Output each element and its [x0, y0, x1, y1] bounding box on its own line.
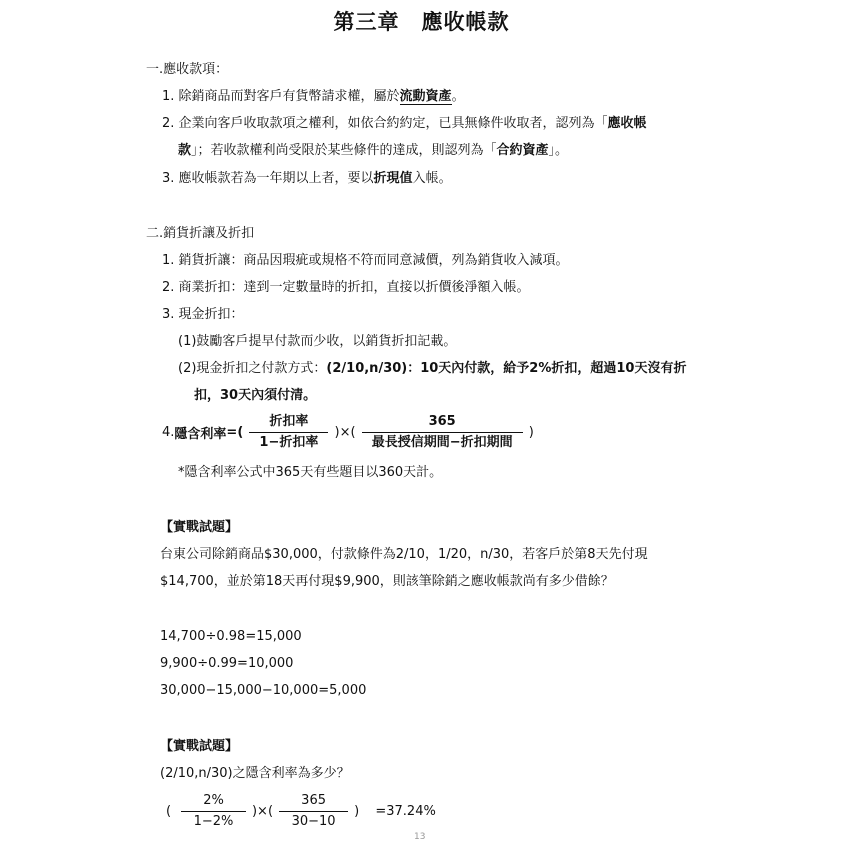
- item-number: 4.: [162, 425, 175, 440]
- period-fraction: [362, 414, 523, 451]
- calculation-line: 30,000−15,000−10,000=5,000: [160, 683, 367, 698]
- list-item: [162, 114, 647, 134]
- formula-close: ): [354, 804, 360, 819]
- item-text: 。: [451, 89, 465, 104]
- page-number: 13: [414, 832, 426, 842]
- fraction-denominator: 1−2%: [193, 814, 234, 829]
- exercise-question: $14,700，並於第18天再付現$9,900，則該筆除銷之應收帳款尚有多少借餘？: [160, 574, 614, 589]
- formula-open: =(: [226, 425, 244, 440]
- sub-item: (1)鼓勵客戶提早付款而少收，以銷貨折扣記載。: [178, 334, 457, 349]
- item-text: 」；若收款權利尚受限於某些條件的達成，則認列為「: [191, 143, 497, 158]
- list-item: [162, 87, 465, 107]
- example-formula: [166, 793, 436, 830]
- item-emphasis: 款: [178, 143, 192, 158]
- fraction-numerator: 365: [279, 793, 348, 812]
- exercise-tag: 【實戰試題】: [160, 520, 239, 535]
- item-text: (2)現金折扣之付款方式：: [178, 361, 327, 376]
- item-text: 」。: [548, 143, 569, 158]
- fraction-denominator: 30−10: [291, 814, 336, 829]
- calculation-line: 14,700÷0.98=15,000: [160, 629, 302, 644]
- item-text: 2. 企業向客戶收取款項之權利，如依合約約定，已具無條件收取者，認列為「: [162, 116, 608, 131]
- sub-item: [178, 359, 686, 379]
- fraction-denominator: 1−折扣率: [259, 435, 319, 450]
- exercise-question: (2/10,n/30)之隱含利率為多少？: [160, 766, 350, 781]
- section-heading: 一.應收款項：: [146, 62, 229, 77]
- formula-multiply: )×(: [334, 425, 356, 440]
- list-item: 2. 商業折扣：達到一定數量時的折扣，直接以折價後淨額入帳。: [162, 280, 530, 295]
- list-item: [162, 169, 452, 189]
- item-emphasis: 折現值: [373, 171, 413, 186]
- formula-label: 隱含利率: [174, 427, 227, 442]
- fraction-numerator: 折扣率: [249, 414, 328, 433]
- implicit-rate-formula: [162, 414, 534, 451]
- formula-multiply: )×(: [251, 804, 274, 819]
- formula-result: =37.24%: [375, 804, 436, 819]
- sub-item-continuation: 扣，30天內須付清。: [194, 388, 317, 403]
- item-emphasis: (2/10,n/30)：10天內付款，給予2%折扣，超過10天沒有折: [326, 361, 687, 376]
- item-text: 3. 應收帳款若為一年期以上者，要以: [162, 171, 374, 186]
- calculation-line: 9,900÷0.99=10,000: [160, 656, 294, 671]
- fraction-numerator: 2%: [181, 793, 246, 812]
- section-heading: 二.銷貨折讓及折扣: [146, 226, 255, 241]
- list-item-continuation: [178, 141, 568, 161]
- item-emphasis: 合約資產: [496, 143, 549, 158]
- exercise-tag: 【實戰試題】: [160, 739, 239, 754]
- page-title: 第三章 應收帳款: [333, 10, 510, 34]
- exercise-question: 台東公司除銷商品$30,000，付款條件為2/10，1/20，n/30，若客戶於第8天先付現: [160, 547, 648, 562]
- list-item: 3. 現金折扣：: [162, 307, 244, 322]
- item-emphasis: 應收帳: [607, 116, 647, 131]
- fraction-numerator: 365: [362, 414, 523, 433]
- note: *隱含利率公式中365天有些題目以360天計。: [178, 465, 443, 480]
- list-item: 1. 銷貨折讓：商品因瑕疵或規格不符而同意減價，列為銷貨收入減項。: [162, 253, 569, 268]
- item-text: 入帳。: [412, 171, 452, 186]
- formula-close: ): [528, 425, 534, 440]
- item-text: 1. 除銷商品而對客戶有貨幣請求權，屬於: [162, 89, 400, 104]
- discount-fraction: [181, 793, 246, 830]
- formula-open: (: [166, 804, 172, 819]
- discount-fraction: [249, 414, 328, 451]
- period-fraction: [279, 793, 348, 830]
- item-emphasis: 流動資產: [399, 89, 452, 104]
- fraction-denominator: 最長授信期間−折扣期間: [371, 435, 513, 450]
